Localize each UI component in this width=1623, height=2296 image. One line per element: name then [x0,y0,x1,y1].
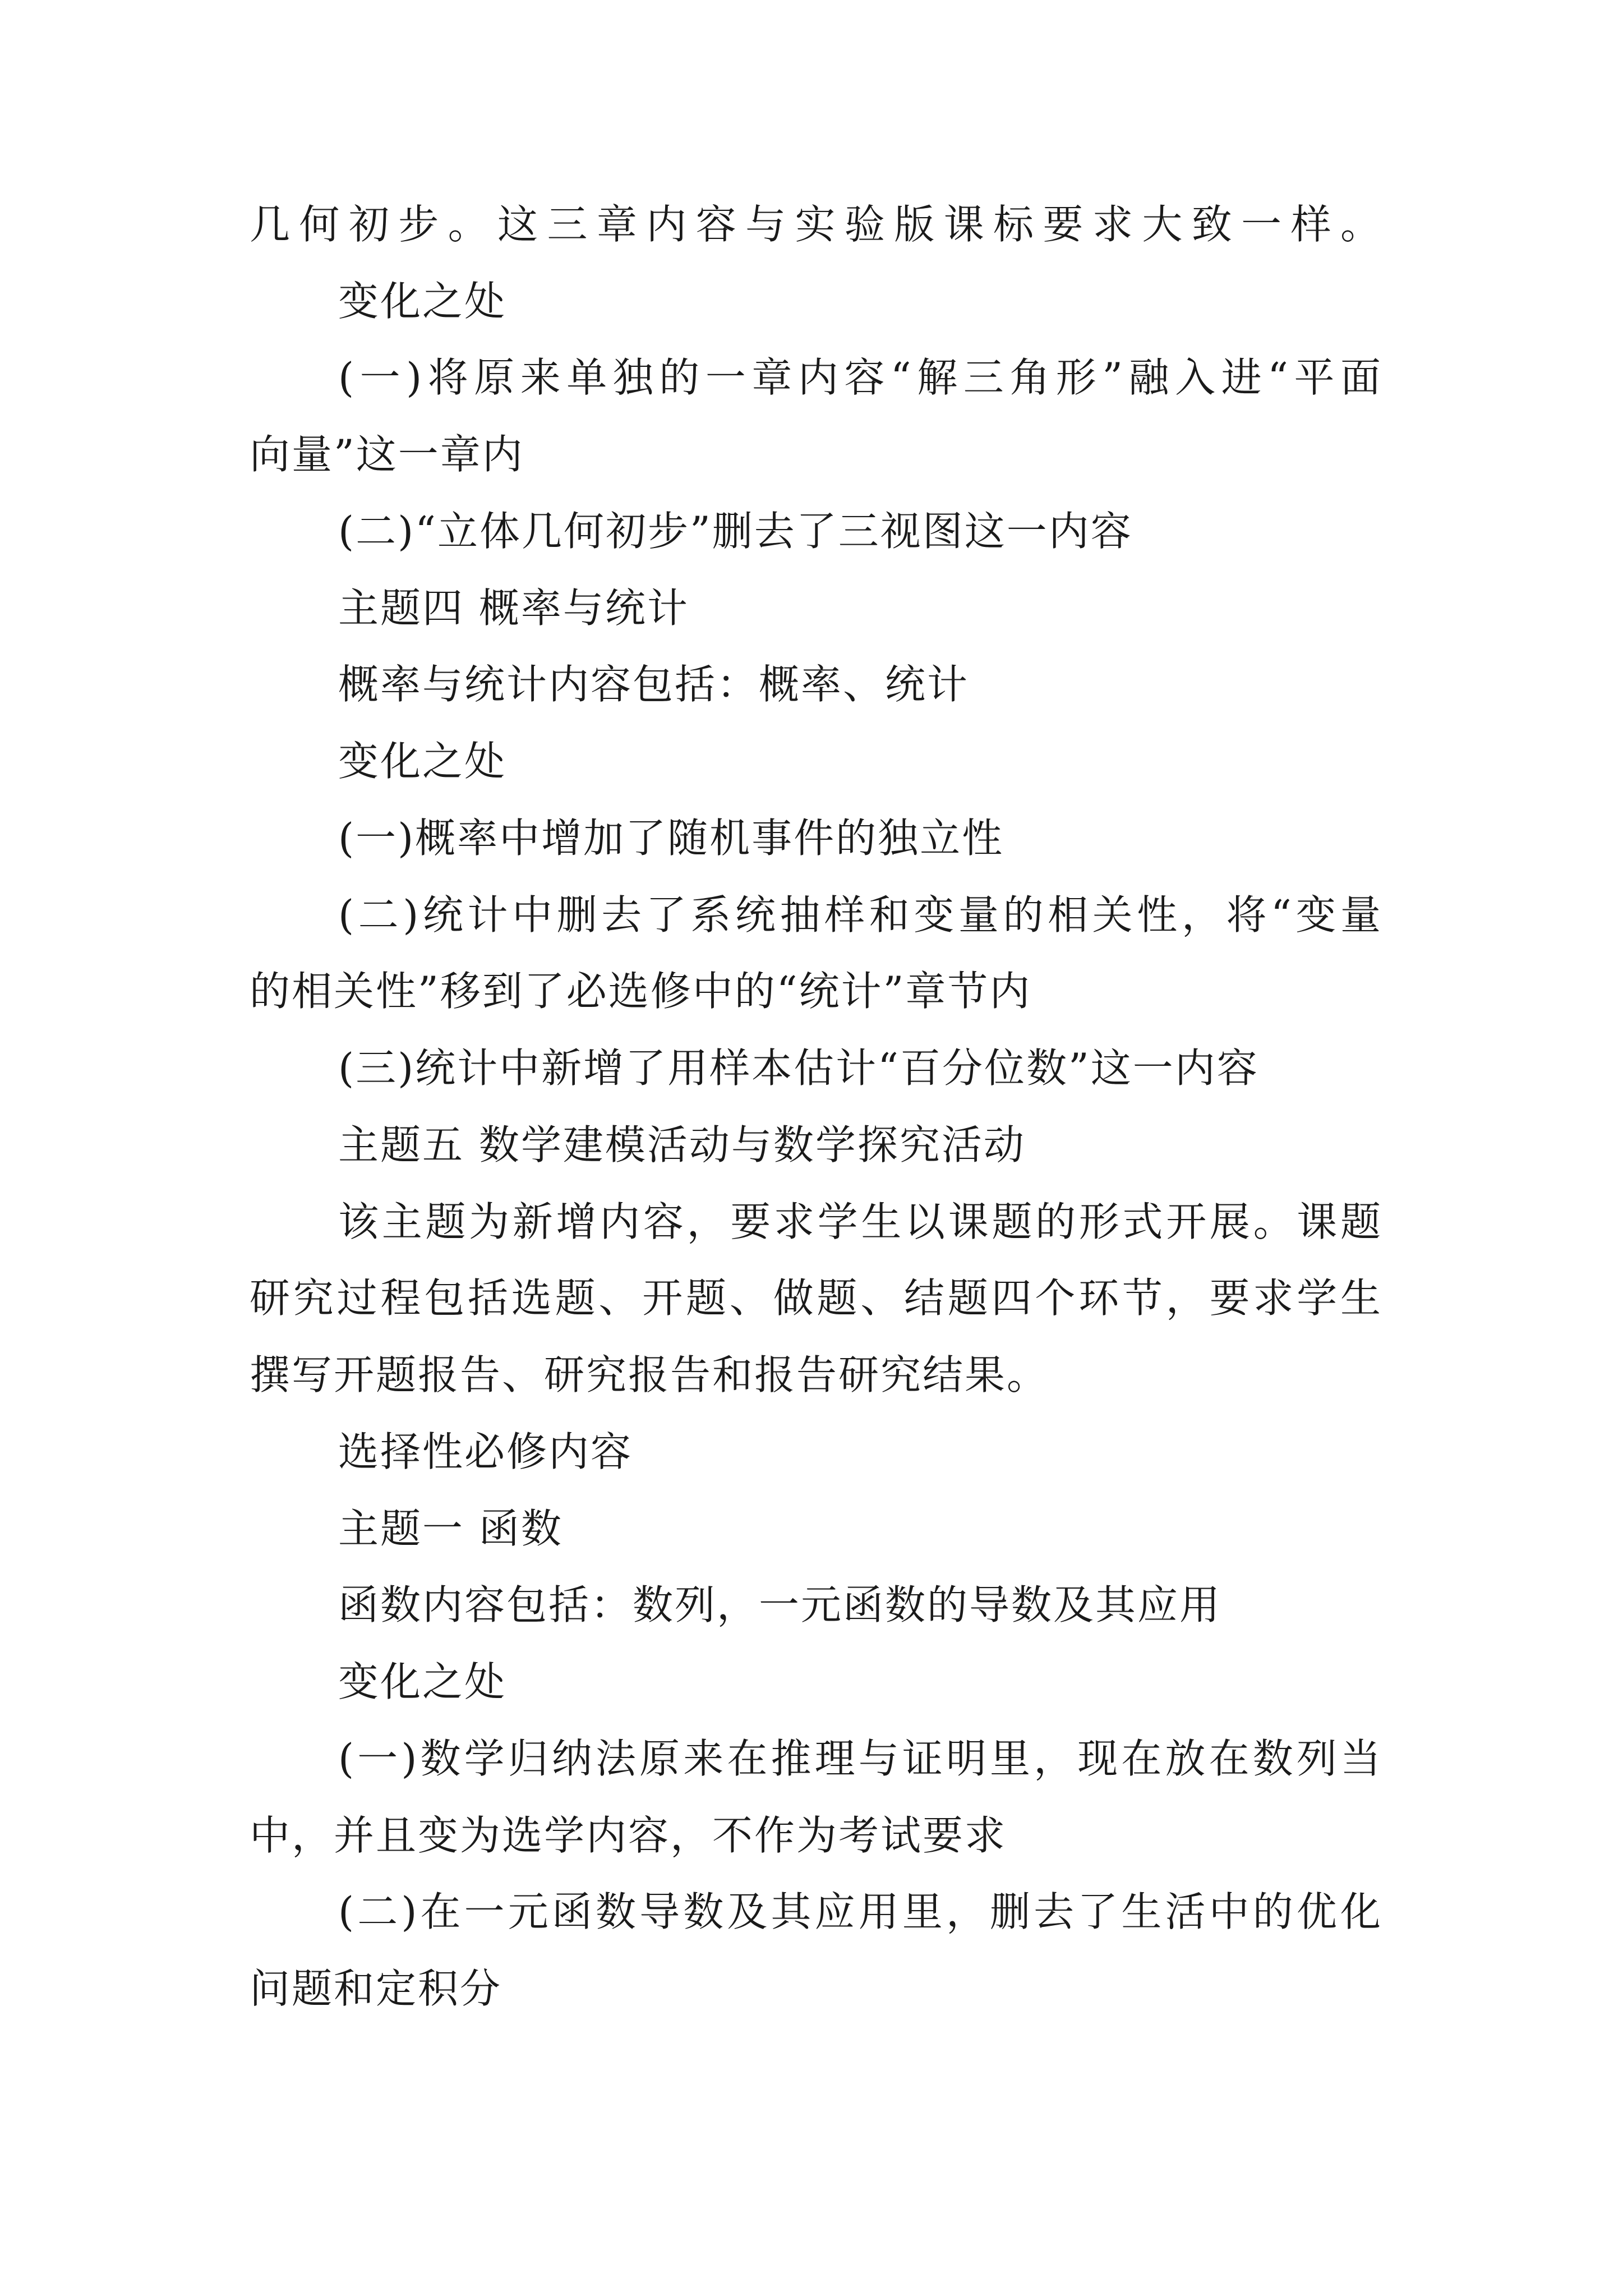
paragraph-line: 几何初步。这三章内容与实验版课标要求大致一样。 [250,201,1382,248]
section-heading: 变化之处 [338,738,507,785]
paragraph-line: 的相关性”移到了必选修中的“统计”章节内 [250,968,1032,1015]
paragraph-line: (二)在一元函数导数及其应用里，删去了生活中的优化 [338,1888,1382,1935]
paragraph-line: (一)概率中增加了随机事件的独立性 [338,815,1004,862]
section-heading: 主题四 概率与统计 [338,585,689,632]
section-heading: 选择性必修内容 [338,1428,633,1475]
paragraph-line: 撰写开题报告、研究报告和报告研究结果。 [250,1351,1049,1398]
paragraph-line: 向量”这一章内 [250,431,524,478]
section-heading: 变化之处 [338,1658,507,1705]
section-heading: 变化之处 [338,278,507,325]
paragraph-line: 问题和定积分 [250,1965,502,2012]
paragraph-line: 中，并且变为选学内容，不作为考试要求 [250,1812,1007,1859]
paragraph-line: (一)将原来单独的一章内容“解三角形”融入进“平面 [338,354,1382,401]
paragraph-line: 函数内容包括：数列，一元函数的导数及其应用 [338,1581,1222,1628]
paragraph-line: (一)数学归纳法原来在推理与证明里，现在放在数列当 [338,1735,1382,1782]
section-heading: 主题一 函数 [338,1505,563,1552]
paragraph-line: 概率与统计内容包括：概率、统计 [338,661,970,708]
paragraph-line: (三)统计中新增了用样本估计“百分位数”这一内容 [338,1045,1259,1092]
paragraph-line: 该主题为新增内容，要求学生以课题的形式开展。课题 [338,1198,1382,1245]
section-heading: 主题五 数学建模活动与数学探究活动 [338,1121,1026,1168]
paragraph-line: 研究过程包括选题、开题、做题、结题四个环节，要求学生 [250,1274,1382,1322]
paragraph-line: (二)“立体几何初步”删去了三视图这一内容 [338,508,1133,555]
paragraph-line: (二)统计中删去了系统抽样和变量的相关性，将“变量 [338,891,1382,938]
